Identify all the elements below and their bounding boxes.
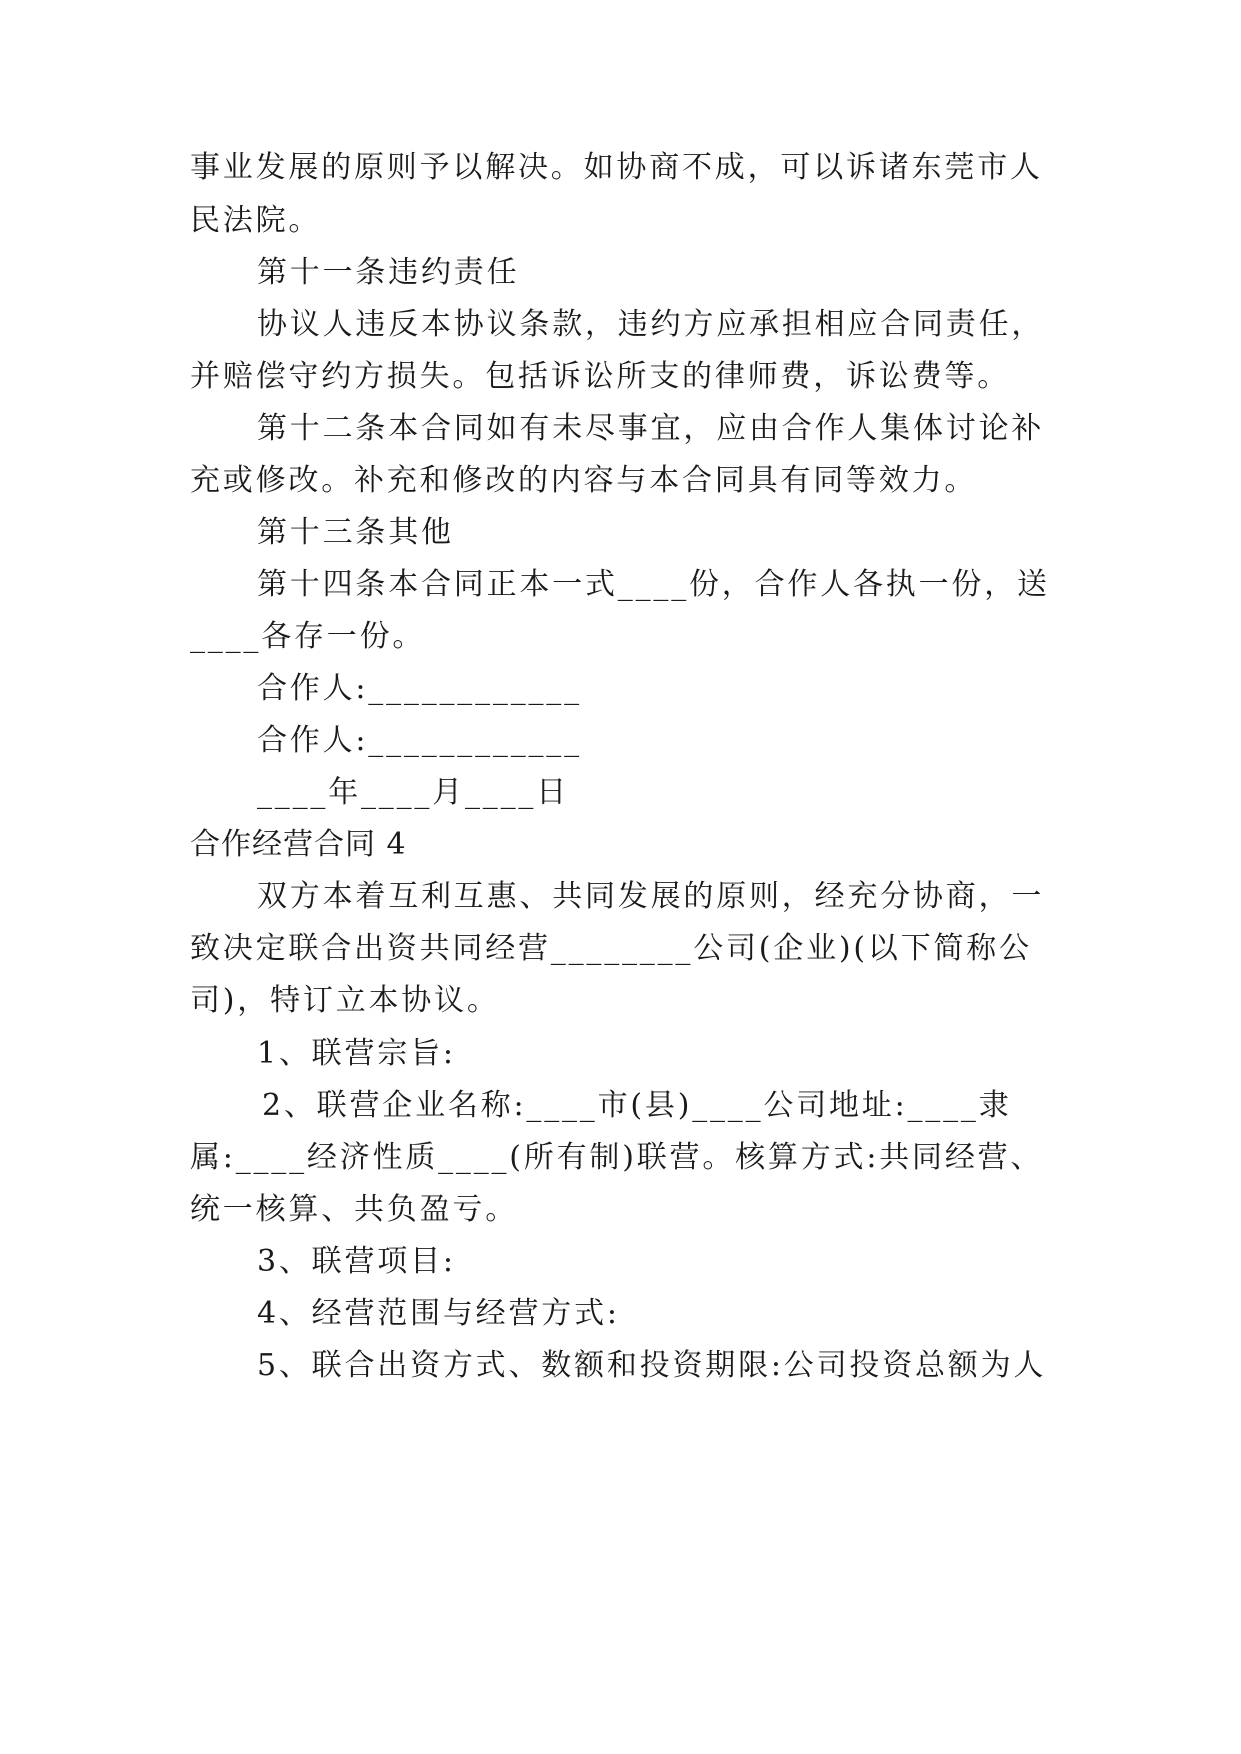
paragraph-line: 民法院。 [190,203,322,238]
paragraph-line: 并赔偿守约方损失。包括诉讼所支的律师费，诉讼费等。 [190,359,1010,394]
signature-line: 合作人:____________ [257,723,582,758]
paragraph-line: 充或修改。补充和修改的内容与本合同具有同等效力。 [190,463,978,498]
article-heading: 第十三条其他 [257,515,454,550]
paragraph-line: 第十四条本合同正本一式____份，合作人各执一份，送 [257,567,1050,602]
paragraph-line: 双方本着互利互惠、共同发展的原则，经充分协商，一 [257,879,1045,914]
section-title: 合作经营合同 4 [190,827,407,862]
paragraph-line: 事业发展的原则予以解决。如协商不成，可以诉诸东莞市人 [190,150,1043,185]
clause-line: 4、经营范围与经营方式: [257,1296,620,1331]
clause-line: 2、联营企业名称:____市(县)____公司地址:____隶 [262,1088,1012,1123]
paragraph-line: ____各存一份。 [190,619,426,654]
paragraph-line: 致决定联合出资共同经营________公司(企业)(以下简称公 [190,931,1032,966]
paragraph-line: 司)，特订立本协议。 [190,983,500,1018]
clause-line: 1、联营宗旨: [257,1036,456,1071]
signature-line: 合作人:____________ [257,671,582,706]
paragraph-line: 协议人违反本协议条款，违约方应承担相应合同责任， [257,307,1045,342]
paragraph-line: 第十二条本合同如有未尽事宜，应由合作人集体讨论补 [257,411,1045,446]
clause-line: 属:____经济性质____(所有制)联营。核算方式:共同经营、 [190,1140,1044,1175]
clause-line: 统一核算、共负盈亏。 [190,1192,518,1227]
clause-line: 5、联合出资方式、数额和投资期限:公司投资总额为人 [257,1348,1047,1383]
date-line: ____年____月____日 [257,775,569,810]
article-heading: 第十一条违约责任 [257,255,520,290]
clause-line: 3、联营项目: [257,1244,456,1279]
